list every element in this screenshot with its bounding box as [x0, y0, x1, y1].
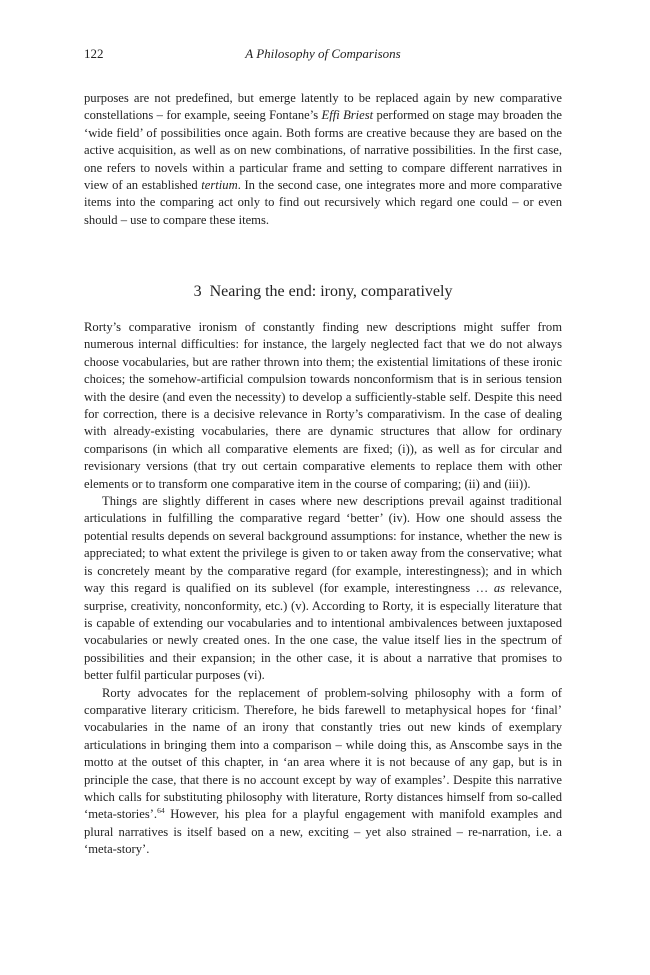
running-head	[84, 46, 562, 64]
section-heading	[84, 282, 562, 302]
italic-term-tertium: tertium	[201, 178, 238, 193]
paragraph-text: Things are slightly different in cases where new descriptions prevail against traditional articulations in fulfilling the comparative regard ‘better’ (iv). How one should assess the potential results depends on several background assumptions: for instance, whether the new is appreciated; to what extent the privilege is given to or taken away from the conservative; what is concretely meant by the comparative regard (for example, interestingness); and in which way this regard is qualified on its sublevel (for example, interestingness …	[84, 494, 562, 596]
text-block-top	[84, 90, 562, 229]
book-title: A Philosophy of Comparisons	[245, 46, 401, 61]
italic-word-as: as	[493, 581, 506, 596]
paragraph-continuation	[84, 90, 562, 229]
section-number: 3	[193, 283, 202, 300]
paragraph-text: purposes are not predefined, but emerge latently to be replaced again by new comparative constellations – for example, seeing Fontane’s	[84, 91, 562, 123]
paragraph-text: Rorty advocates for the replacement of problem-solving philosophy with a form of comparative literary criticism. Therefore, he bids farewell to metaphysical hopes for ‘final’ vocabularies in the name of an irony that constantly tries out new kinds of exemplary articulations in bringing them into a comparison – while doing this, as Anscombe says in the motto at the outset of this chapter, in ‘an area where it is not because of any gap, but is in principle the case, that there is no account except by way of examples’. Despite this narrative which calls for substituting philosophy with literature, Rorty distances himself from so-called ‘meta-stories’.	[84, 685, 562, 822]
italic-title-effi-briest: Effi Briest	[321, 108, 374, 123]
paragraph-text: performed on stage may broaden the ‘wide field’ of possibilities once again. Both forms are creative because they are based on the active acquisition, as well as on new combinations, of narrative possibilities. In the first case, one refers to novels within a particular frame and setting to compare different narratives in view of an established	[84, 108, 563, 193]
paragraph-rorty-ironism: Rorty’s comparative ironism of constantly finding new descriptions might suffer from numerous internal difficulties: for instance, the largely neglected fact that we do not always choose vocabularies, but are rather thrown into them; the existential limitations of these ironic choices; the somehow-artificial compulsion towards nonconformism that is in serious tension with the desire (and even the necessity) to develop a sufficiently-stable self. Despite this need for correction, there is a decisive relevance in Rorty’s comparativism. In the case of dealing with already-existing vocabularies, there are dynamic structures that allow for ordinary comparisons (in which all comparative elements are fixed; (i)), as well as for circular and revisionary versions (that try out certain comparative elements to replace them with other elements or to transform one comparative item in the course of comparing; (ii) and (iii)).	[84, 320, 562, 491]
paragraph-text: . In the second case, one integrates more and more comparative items into the comparing act only to find out recursively which regard one could – or even should – use to compare these items.	[84, 178, 562, 227]
paragraph-new-descriptions	[84, 493, 562, 684]
paragraph-literary-criticism	[84, 685, 562, 859]
paragraph-text: However, his plea for a playful engagement with manifold examples and plural narratives is itself based on a new, exciting – yet also strained – re-narration, i.e. a ‘meta-story’.	[84, 807, 562, 857]
footnote-marker[interactable]: 64	[157, 806, 165, 816]
page-number: 122	[84, 46, 104, 61]
text-block-section	[84, 319, 562, 859]
section-title: Nearing the end: irony, comparatively	[209, 283, 453, 300]
paragraph-text: relevance, surprise, creativity, nonconformity, etc.) (v). According to Rorty, it is especially literature that is capable of extending our vocabularies and to intentional ambivalences between juxtaposed vocabularies or newly created ones. In the one case, the value itself lies in the spectrum of possibilities and their expansion; in the other case, it is about a narrative that promises to better fulfil particular purposes (vi).	[84, 581, 562, 683]
